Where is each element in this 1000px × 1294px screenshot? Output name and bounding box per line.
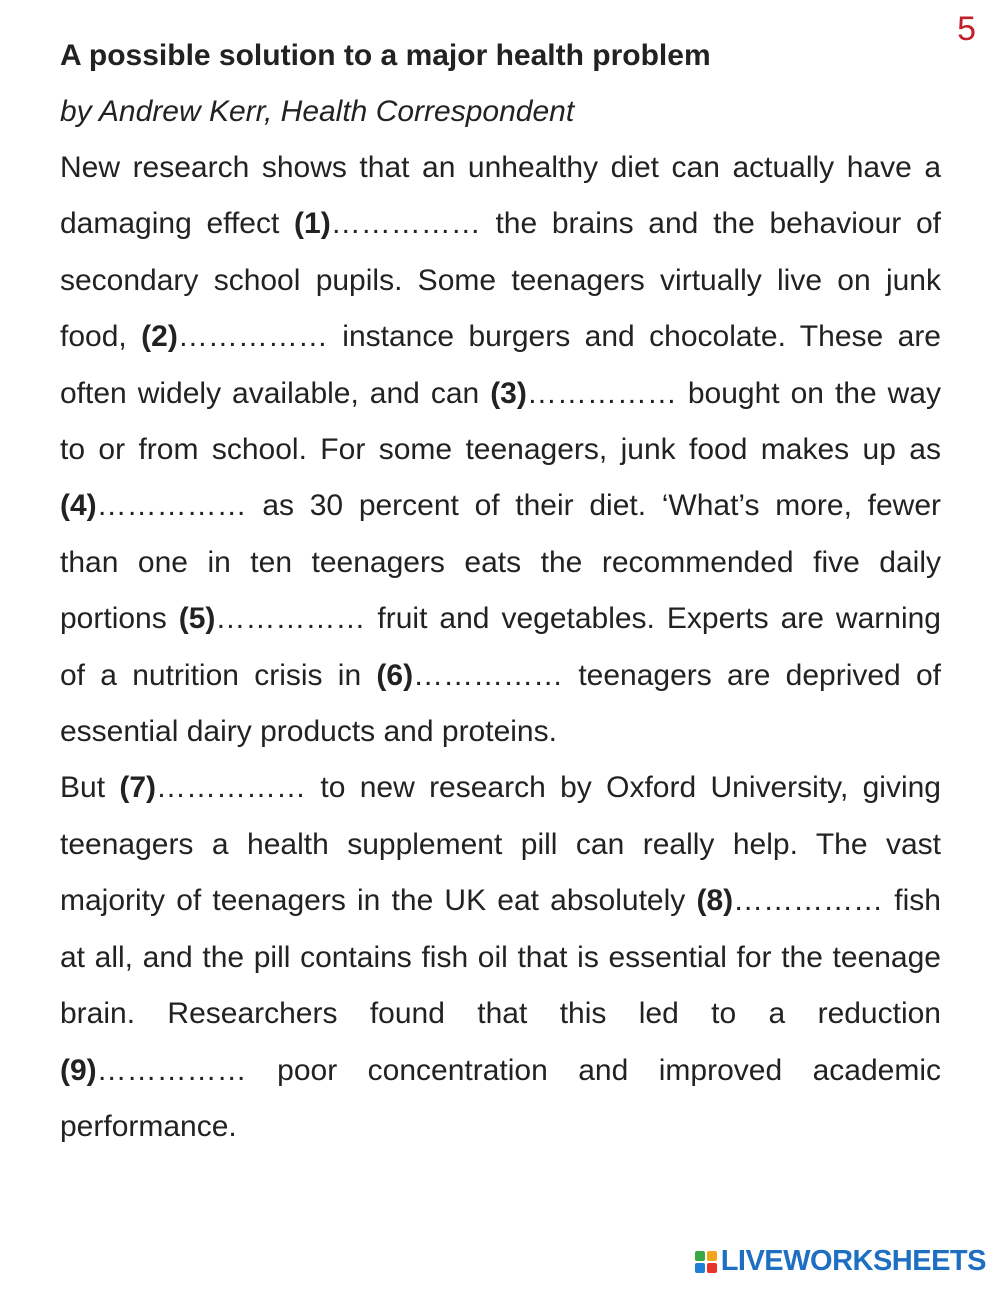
gap-number-9: (9) xyxy=(60,1053,97,1087)
text-segment: bought on the way to or from school. For some teenagers, junk food makes up as xyxy=(60,376,941,467)
gap-input-7[interactable]: …………… xyxy=(156,771,307,805)
article-byline: by Andrew Kerr, Health Correspondent xyxy=(60,95,575,128)
gap-input-6[interactable]: …………… xyxy=(413,658,564,692)
gap-number-8: (8) xyxy=(696,884,734,918)
gap-input-2[interactable]: …………… xyxy=(177,320,328,354)
text-segment: But xyxy=(60,771,120,805)
article-title: A possible solution to a major health problem xyxy=(60,39,711,72)
gap-input-8[interactable]: …………… xyxy=(733,884,884,918)
gap-number-6: (6) xyxy=(376,658,414,692)
article xyxy=(60,28,941,1155)
text-segment: instance burgers and chocolate. These are often widely available, and can xyxy=(60,320,941,410)
page-number: 5 xyxy=(957,10,976,48)
text-segment: poor concentration and improved academic performance. xyxy=(60,1053,941,1143)
gap-input-1[interactable]: …………… xyxy=(330,207,481,241)
gap-number-4: (4) xyxy=(60,489,97,523)
gap-input-9[interactable]: …………… xyxy=(96,1053,247,1087)
liveworksheets-logo-icon xyxy=(695,1251,717,1273)
text-segment: fruit and vegetables. Experts are warning of a nutrition crisis in xyxy=(60,602,941,692)
text-segment: to new research by Oxford University, giving teenagers a health supplement pill can really help. The vast majority of teenagers in the UK eat absolutely xyxy=(60,771,941,918)
gap-input-3[interactable]: …………… xyxy=(526,376,677,410)
gap-input-4[interactable]: …………… xyxy=(96,489,247,523)
gap-number-3: (3) xyxy=(490,376,527,410)
gap-input-5[interactable]: …………… xyxy=(215,602,366,636)
gap-number-2: (2) xyxy=(141,320,178,354)
text-segment: as 30 percent of their diet. ‘What’s more, fewer than one in ten teenagers eats the recommended five daily portions xyxy=(60,489,941,636)
gap-number-5: (5) xyxy=(178,602,216,636)
text-segment: teenagers are deprived of essential dairy products and proteins. xyxy=(60,658,942,749)
text-segment: fish at all, and the pill contains fish oil that is essential for the teenage brain. Researchers found that this led to a reduction xyxy=(60,884,941,1031)
paragraph-1 xyxy=(60,140,941,760)
paragraph-2 xyxy=(60,760,941,1155)
gap-number-1: (1) xyxy=(294,207,331,241)
text-segment: New research shows that an unhealthy diet can actually have a damaging effect xyxy=(60,151,941,241)
gap-number-7: (7) xyxy=(119,771,157,805)
liveworksheets-logo[interactable] xyxy=(695,1245,986,1278)
text-segment: the brains and the behaviour of secondary school pupils. Some teenagers virtually live on junk food, xyxy=(60,207,942,354)
logo-text: LIVEWORKSHEETS xyxy=(720,1245,986,1277)
